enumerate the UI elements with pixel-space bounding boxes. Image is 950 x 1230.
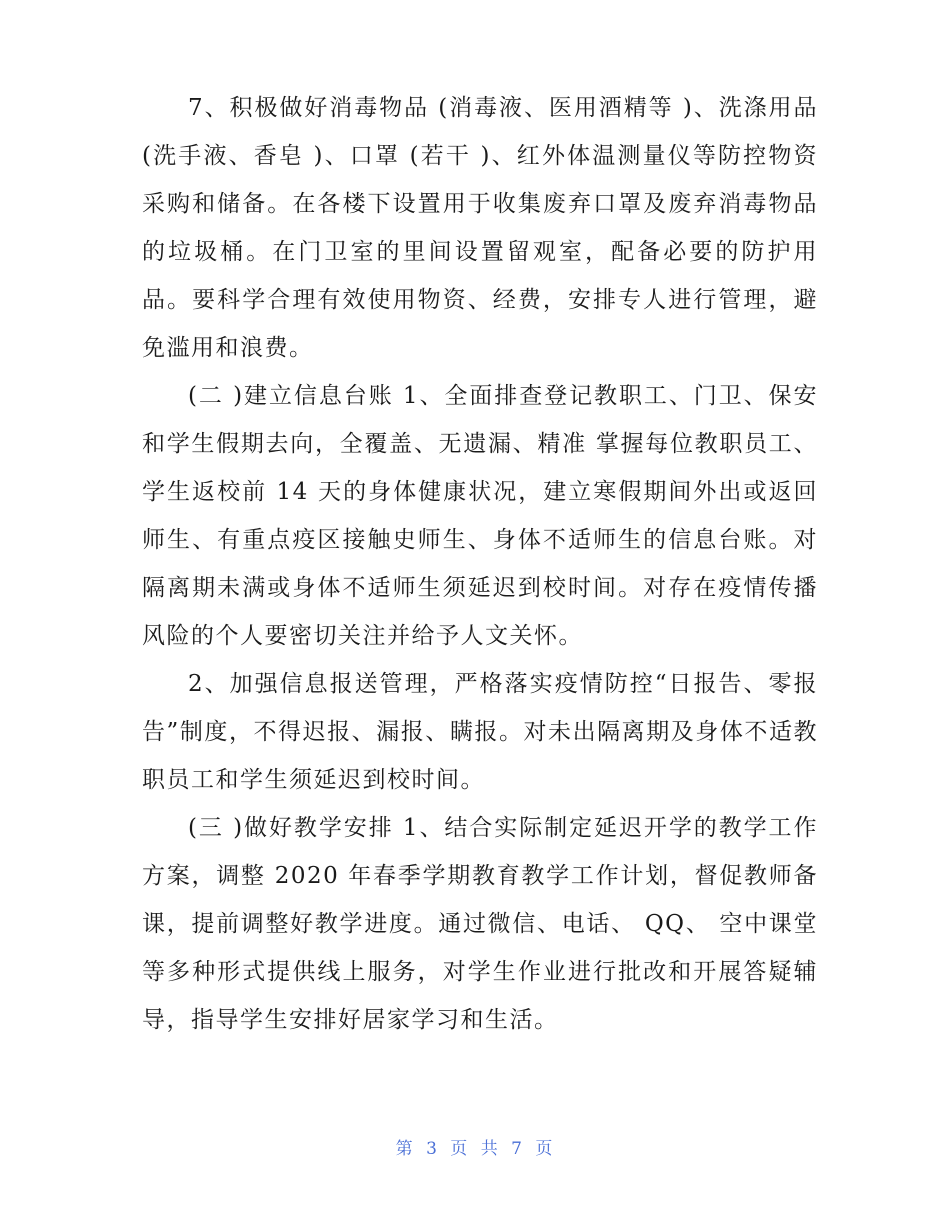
paragraph-info-ledger: (二 )建立信息台账 1、全面排查登记教职工、门卫、保安和学生假期去向，全覆盖、无遗漏、精准 掌握每位教职员工、学生返校前 14 天的身体健康状况，建立寒假期间外出或返回师生、有重点疫区接触史师生、身体不适师生的信息台账。对隔离期未满或身体不适师生须延迟到校时间。对存在疫情传播风险的个人要密切关注并给予人文关怀。 xyxy=(142,383,818,649)
paragraph-info-reporting: 2、加强信息报送管理，严格落实疫情防控“日报告、零报告”制度，不得迟报、漏报、瞒报。对未出隔离期及身体不适教职员工和学生须延迟到校时间。 xyxy=(142,671,818,793)
page-number-footer: 第 3 页 共 7 页 xyxy=(395,1139,555,1159)
document-body xyxy=(142,84,818,1044)
paragraph-supplies: 7、积极做好消毒物品 (消毒液、医用酒精等 )、洗涤用品 (洗手液、香皂 )、口罩 (若干 )、红外体温测量仪等防控物资采购和储备。在各楼下设置用于收集废弃口罩及废弃消毒物品的垃圾桶。在门卫室的里间设置留观室，配备必要的防护用品。要科学合理有效使用物资、经费，安排专人进行管理，避免滥用和浪费。 xyxy=(142,95,818,361)
paragraph-teaching-arrangement: (三 )做好教学安排 1、结合实际制定延迟开学的教学工作方案，调整 2020 年春季学期教育教学工作计划，督促教师备课，提前调整好教学进度。通过微信、电话、 QQ、 空中课堂等多种形式提供线上服务，对学生作业进行批改和开展答疑辅导，指导学生安排好居家学习和生活。 xyxy=(142,815,818,1033)
